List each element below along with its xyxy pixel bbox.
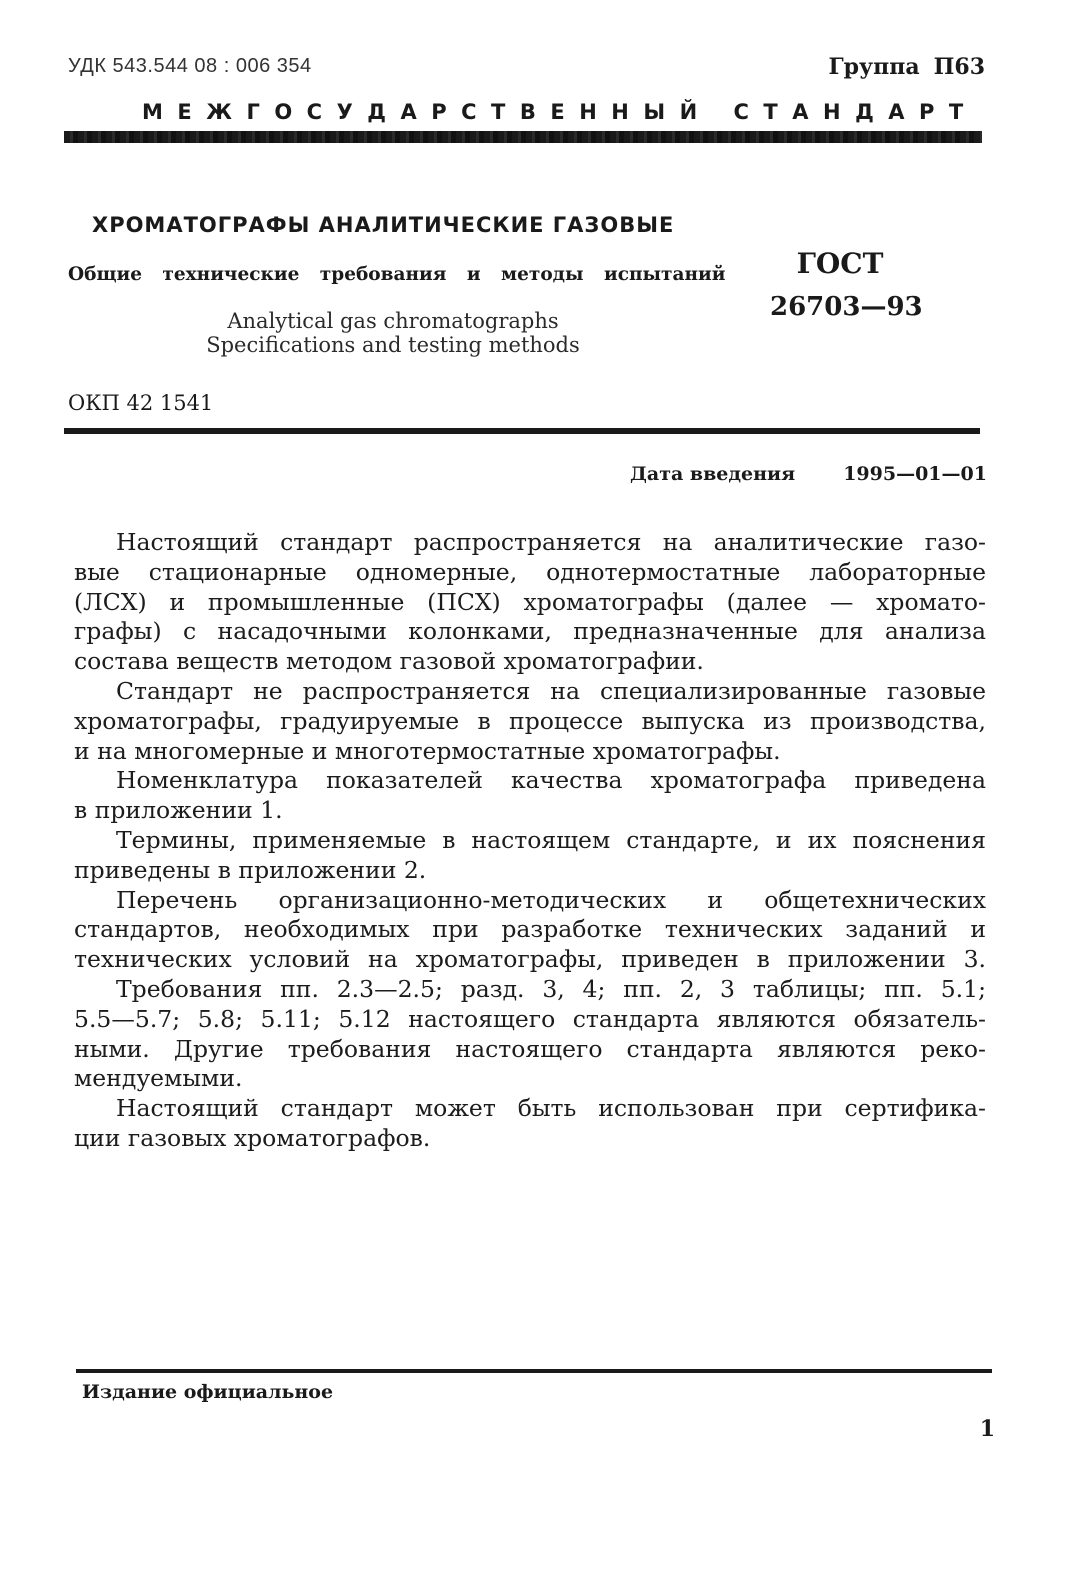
body-line: Термины, применяемые в настоящем стандарте, и их пояснения	[116, 825, 986, 854]
body-line: и на многомерные и многотермостатные хроматографы.	[74, 736, 781, 765]
body-line: Номенклатура показателей качества хроматографа приведена	[116, 766, 986, 795]
body-line: Настоящий стандарт распространяется на аналитические газо-	[116, 528, 986, 556]
gost-number: 26703—93	[770, 292, 923, 322]
okp-code: ОКП 42 1541	[68, 391, 214, 415]
header-rule	[64, 131, 982, 143]
body-line: (ЛСХ) и промышленные (ПСХ) хроматографы (далее — хромато-	[74, 587, 986, 616]
document-title: ХРОМАТОГРАФЫ АНАЛИТИЧЕСКИЕ ГАЗОВЫЕ	[92, 213, 675, 237]
group-code: П63	[933, 54, 985, 80]
udk-code: УДК 543.544 08 : 006 354	[68, 55, 312, 77]
group-label	[828, 54, 985, 80]
english-title-line-2: Specifications and testing methods	[206, 333, 580, 357]
footer-rule	[76, 1369, 992, 1373]
edition-label: Издание официальное	[82, 1381, 334, 1403]
body-line: вые стационарные одномерные, однотермостатные лабораторные	[74, 557, 986, 586]
standard-type-heading: МЕЖГОСУДАРСТВЕННЫЙ СТАНДАРТ	[142, 100, 978, 124]
body-line: Стандарт не распространяется на специализированные газовые	[116, 676, 986, 705]
body-line: стандартов, необходимых при разработке технических заданий и	[74, 915, 986, 944]
body-line: в приложении 1.	[74, 796, 283, 825]
group-word: Группа	[828, 54, 920, 80]
body-line: приведены в приложении 2.	[74, 855, 427, 884]
english-title-line-1: Analytical gas chromatographs	[227, 309, 559, 333]
body-line: хроматографы, градуируемые в процессе выпуска из производства,	[74, 706, 986, 735]
gost-label: ГОСТ	[796, 247, 884, 280]
introduction-date	[630, 463, 987, 485]
body-line: состава веществ методом газовой хроматографии.	[74, 647, 704, 676]
introduction-date-value: 1995—01—01	[843, 463, 987, 485]
body-line: 5.5—5.7; 5.8; 5.11; 5.12 настоящего стандарта являются обязатель-	[74, 1004, 986, 1033]
body-line: ными. Другие требования настоящего стандарта являются реко-	[74, 1034, 986, 1063]
body-line: ции газовых хроматографов.	[74, 1123, 431, 1152]
body-line: технических условий на хроматографы, приведен в приложении 3.	[74, 945, 986, 974]
introduction-date-label: Дата введения	[630, 463, 796, 485]
body-line: Перечень организационно-методических и общетехнических	[116, 885, 986, 914]
body-line: мендуемыми.	[74, 1064, 243, 1093]
body-line: Настоящий стандарт может быть использован при сертифика-	[116, 1094, 986, 1123]
body-line: Требования пп. 2.3—2.5; разд. 3, 4; пп. 2, 3 таблицы; пп. 5.1;	[116, 974, 986, 1003]
page-number: 1	[979, 1416, 995, 1442]
title-rule	[64, 428, 980, 434]
body-line: графы) с насадочными колонками, предназначенные для анализа	[74, 617, 986, 646]
document-subtitle: Общие технические требования и методы испытаний	[68, 264, 726, 285]
body-text	[74, 528, 986, 1154]
